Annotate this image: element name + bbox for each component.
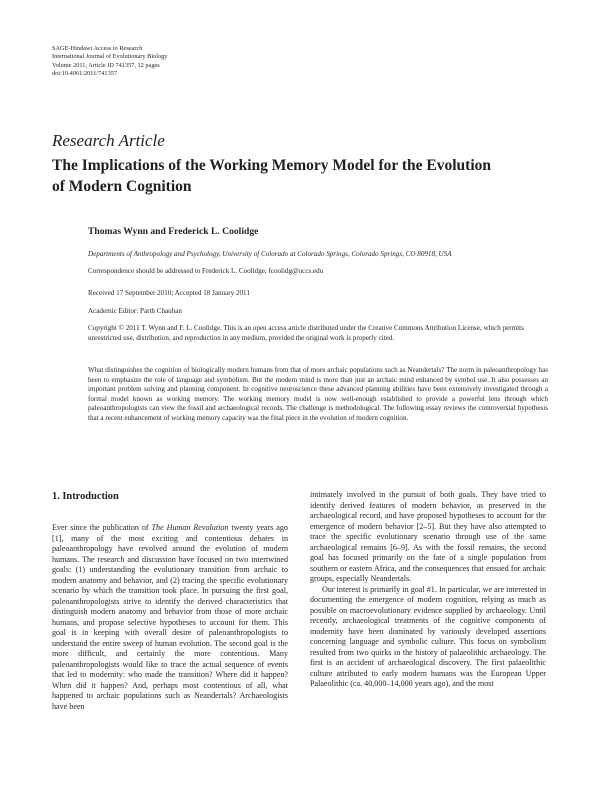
affiliation: Departments of Anthropology and Psychology, University of Colorado at Colorado Springs, Colorado Springs, CO 80918, USA bbox=[88, 250, 452, 258]
journal-volume: Volume 2011, Article ID 741357, 12 pages bbox=[52, 61, 160, 69]
journal-info bbox=[52, 45, 167, 78]
paragraph-text: twenty years ago [1], many of the most exciting and contentious debates in paleoanthropology have revolved around the evolution of modern humans. The research and discussion have focused on two intertwined goals: (1) understanding the evolutionary transition from archaic to modern anatomy and behavior, and (2) tracing the specific evolutionary scenario by which the transition took place. In pursuing the first goal, paleoanthropologists strive to identify the derived characteristics that distinguish modern anatomy and behavior from those of more archaic humans, and propose selective hypotheses to account for them. This goal is in keeping with overall desire of paleoanthropologists to understand the entire sweep of human evolution. The second goal is the more difficult, and certainly the more contentious. Many paleoanthropologists would like to trace the actual sequence of events that led to modernity: who made the transition? Where did it happen? When did it happen? And, perhaps most contentious of all, what happened to archaic populations such as Neandertals? Archaeologists have been bbox=[52, 523, 288, 711]
journal-name: International Journal of Evolutionary Biology bbox=[52, 53, 168, 61]
correspondence: Correspondence should be addressed to Frederick L. Coolidge, fcoolidg@uccs.edu bbox=[88, 267, 324, 275]
body-paragraph: Our interest is primarily in goal #1. In particular, we are interested in documenting the emergence of modern cognition, relying as much as possible on macroevolutionary evidence supplied by archaeology. Until recently, archaeological treatments of the cognitive components of modernity have been dominated by variously developed assertions concerning language and symbolic culture. This focus on symbolism resulted from two quirks in the history of palaeolithic archaeology. The first is an accident of archaeological discovery. The first palaeolithic culture attributed to early modern humans was the European Upper Palaeolithic (ca. 40,000–14,000 years ago), and the most bbox=[310, 584, 546, 688]
authors: Thomas Wynn and Frederick L. Coolidge bbox=[88, 226, 259, 237]
article-type: Research Article bbox=[52, 131, 165, 150]
article-title: The Implications of the Working Memory Model for the Evolution of Modern Cognition bbox=[52, 157, 492, 195]
abstract: What distinguishes the cognition of biologically modern humans from that of more archaic populations such as Neandertals? The norm in paleoanthropology has been to emphasize the role of language and symbolism. But the modern mind is more than just an archaic mind enhanced by symbol use. It also possesses an important problem solving and planning component. In cognitive neuroscience these advanced planning abilities have been extensively investigated through a formal model known as working memory. The working memory model is now well-enough established to provide a powerful lens through which paleoanthropologists can view the fossil and archaeological records. The challenge is methodological. The following essay reviews the controversial hypothesis that a recent enhancement of working memory capacity was the final piece in the evolution of modern cognition. bbox=[88, 366, 548, 422]
section-heading: 1. Introduction bbox=[52, 491, 119, 502]
journal-doi: doi:10.4061/2011/741357 bbox=[52, 69, 118, 77]
academic-editor: Academic Editor: Parth Chauhan bbox=[88, 307, 182, 315]
received-accepted-dates: Received 17 September 2010; Accepted 18 January 2011 bbox=[88, 289, 250, 297]
right-column bbox=[310, 490, 546, 690]
body-paragraph bbox=[52, 523, 288, 712]
copyright-notice: Copyright © 2011 T. Wynn and F. L. Coolidge. This is an open access article distributed under the Creative Commons Attribution License, which permits unrestricted use, distribution, and reproduction in any medium, provided the original work is properly cited. bbox=[88, 324, 524, 342]
left-column bbox=[52, 490, 288, 712]
journal-publisher: SAGE-Hindawi Access to Research bbox=[52, 45, 143, 52]
body-paragraph: intimately involved in the pursuit of both goals. They have tried to identify derived features of modern behavior, as preserved in the archaeological record, and have proposed hypotheses to account for the emergence of modern behavior [2–5]. But they have also attempted to trace the specific evolutionary scenario through use of the same archaeological remains [6–9]. As with the fossil remains, the second goal has focused primarily on the fate of a single population from southern or eastern Africa, and the consequences that ensued for archaic groups, especially Neandertals. bbox=[310, 490, 546, 583]
book-title: The Human Revolution bbox=[151, 523, 229, 532]
paragraph-text: Ever since the publication of bbox=[52, 523, 152, 532]
